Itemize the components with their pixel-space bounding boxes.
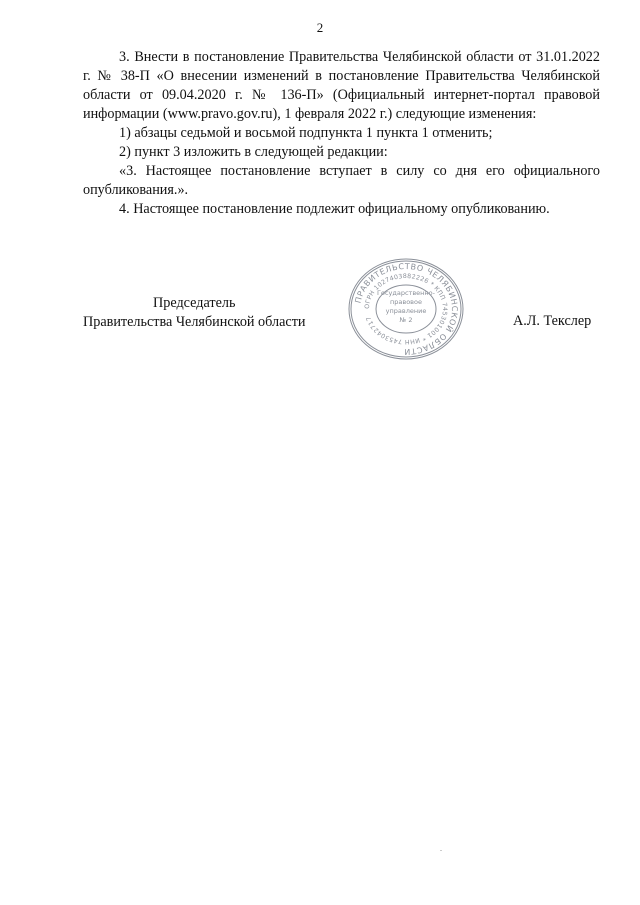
paragraph-item-4: 4. Настоящее постановление подлежит официальному опубликованию. bbox=[119, 201, 550, 217]
stamp-center-line-4: № 2 bbox=[399, 316, 413, 324]
paragraph-quoted-item-3: «3. Настоящее постановление вступает в силу со дня его официального опубликования.». bbox=[83, 163, 600, 198]
stamp-center-line-1: Государственно- bbox=[377, 289, 435, 297]
signatory-title-line-2: Правительства Челябинской области bbox=[83, 314, 306, 330]
stamp-outer-text: ПРАВИТЕЛЬСТВО ЧЕЛЯБИНСКОЙ ОБЛАСТИ bbox=[353, 261, 460, 357]
document-body bbox=[83, 48, 600, 219]
scan-speck bbox=[440, 850, 442, 851]
signatory-title-line-1: Председатель bbox=[153, 295, 236, 311]
stamp-center-line-3: управление bbox=[385, 307, 427, 315]
stamp-center-line-2: правовое bbox=[390, 298, 422, 306]
seal-icon bbox=[338, 255, 474, 363]
page-number: 2 bbox=[316, 20, 324, 35]
paragraph-item-3: 3. Внести в постановление Правительства Челябинской области от 31.01.2022 г. № 38-П «О внесении изменений в постановление Правительства Челябинской области от 09.04.2020 г. № 136-П» (Официальный интернет-портал правовой информации (www.pravo.gov.ru), 1 февраля 2022 г.) следующие изменения: bbox=[83, 49, 600, 122]
official-seal-stamp bbox=[338, 255, 474, 363]
paragraph-subitem-1: 1) абзацы седьмой и восьмой подпункта 1 пункта 1 отменить; bbox=[119, 125, 493, 141]
signatory-name: А.Л. Текслер bbox=[513, 313, 592, 329]
paragraph-subitem-2: 2) пункт 3 изложить в следующей редакции: bbox=[119, 144, 388, 160]
stamp-inner-text: ОГРН 1027403882226 * КПП 745301001 * ИНН 7453042717 bbox=[363, 272, 449, 346]
